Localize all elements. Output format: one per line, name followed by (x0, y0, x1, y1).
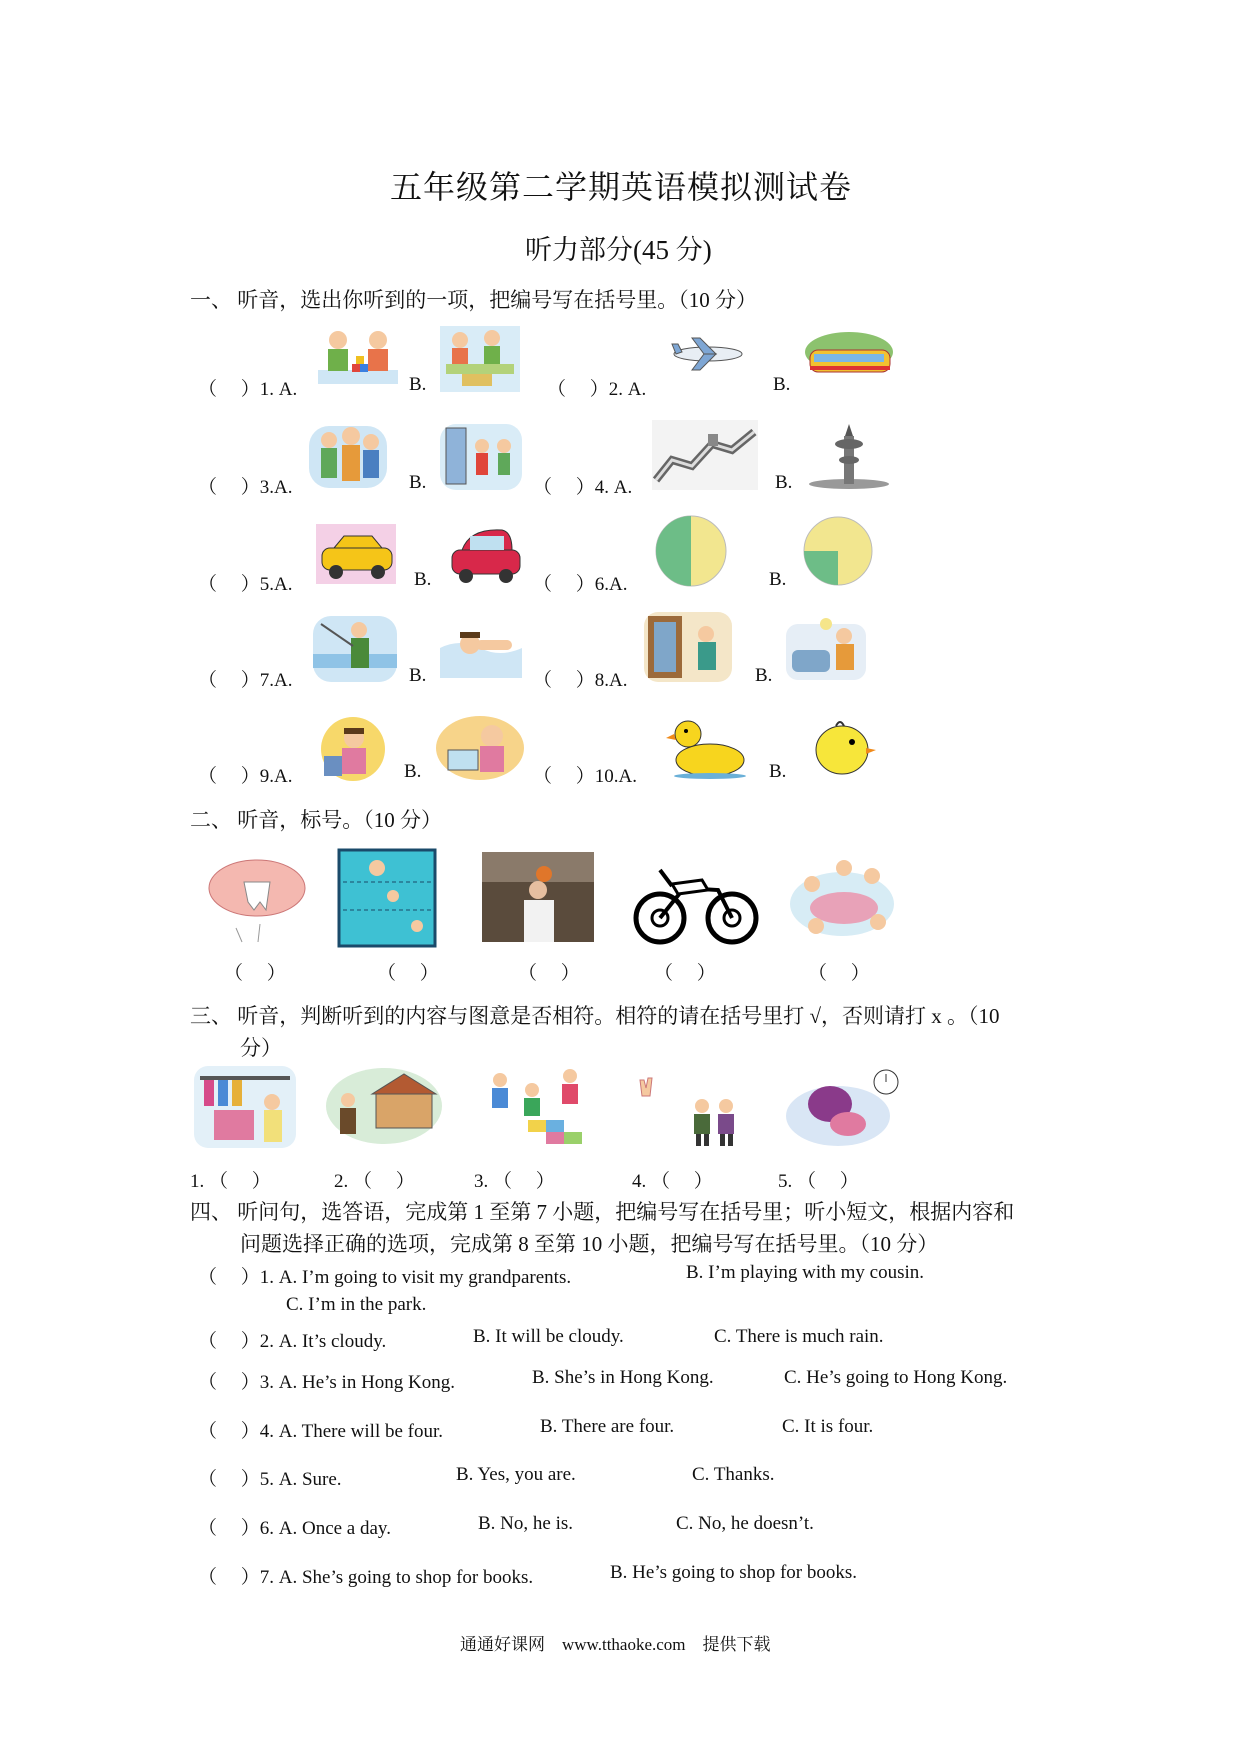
section3-item-5[interactable]: 5. （ ） (778, 1171, 859, 1192)
kids-playing-blocks-picture (316, 326, 401, 388)
duck-picture (666, 714, 750, 780)
q1-b-label: B. (409, 374, 427, 395)
q5-label: （ ）5.A. (198, 574, 293, 595)
question-1: （ ）1. A. I’m going to visit my grandparents. (198, 1267, 572, 1288)
question-4: （ ）4. A. There will be four. (198, 1421, 444, 1442)
section3-item-4[interactable]: 4. （ ） (632, 1171, 713, 1192)
question-5: （ ）5. A. Sure. (198, 1469, 342, 1490)
q3-label: （ ）3.A. (198, 477, 293, 498)
kids-hopscotch-picture (484, 1066, 592, 1152)
taxi-picture (316, 524, 396, 584)
tower-picture (806, 422, 892, 490)
q8-b-label: B. (755, 665, 773, 686)
victory-hand-icon (636, 1074, 658, 1100)
two-boys-picture (686, 1096, 744, 1148)
boy-at-cupboard-picture (644, 612, 732, 682)
section3-item-2[interactable]: 2. （ ） (334, 1171, 415, 1192)
q7-label: （ ）7.A. (198, 670, 293, 691)
family-picture (307, 424, 389, 490)
girl-with-bag-picture (316, 716, 390, 782)
woman-reading-picture (436, 714, 524, 782)
question-6-option-b: B. No, he is. (478, 1513, 573, 1534)
section4-heading-line2: 问题选择正确的选项，完成第 8 至第 10 小题，把编号写在括号里。（10 分） (240, 1232, 939, 1256)
question-2-option-c: C. There is much rain. (714, 1326, 884, 1347)
dinner-table-picture (786, 852, 898, 944)
clothes-shop-picture (194, 1066, 296, 1148)
boy-cleaning-picture (786, 614, 866, 680)
q7-b-label: B. (409, 665, 427, 686)
question-1-option-b: B. I’m playing with my cousin. (686, 1262, 925, 1283)
q10-b-label: B. (769, 761, 787, 782)
page-title: 五年级第二学期英语模拟测试卷 (390, 169, 853, 205)
section2-blank-4[interactable]: （ ） (654, 963, 716, 984)
quarter-circle-picture (800, 514, 876, 588)
question-2-option-b: B. It will be cloudy. (473, 1326, 624, 1347)
dinosaur-clock-picture (786, 1068, 900, 1150)
car-picture (448, 524, 524, 586)
q10-label: （ ）10.A. (533, 766, 637, 787)
kids-at-door-picture (440, 424, 522, 490)
q4-b-label: B. (775, 472, 793, 493)
half-circle-picture (652, 514, 730, 588)
question-6-option-c: C. No, he doesn’t. (676, 1513, 814, 1534)
q5-b-label: B. (414, 569, 432, 590)
question-7-option-b: B. He’s going to shop for books. (610, 1562, 857, 1583)
q2-b-label: B. (773, 374, 791, 395)
section3-heading-line1: 三、 听音，判断听到的内容与图意是否相符。相符的请在括号里打 √，否则请打 x 。（10 (190, 1004, 1000, 1028)
q9-b-label: B. (404, 761, 422, 782)
q2-label: （ ）2. A. (547, 379, 647, 400)
question-4-option-c: C. It is four. (782, 1416, 874, 1437)
q4-label: （ ）4. A. (533, 477, 633, 498)
farmhouse-picture (326, 1066, 442, 1146)
section3-item-1[interactable]: 1. （ ） (190, 1171, 271, 1192)
great-wall-picture (652, 420, 758, 490)
section3-item-3[interactable]: 3. （ ） (474, 1171, 555, 1192)
airplane-picture (670, 336, 746, 372)
q1-label: （ ）1. A. (198, 379, 298, 400)
swimming-boy-picture (440, 618, 522, 678)
section2-blank-5[interactable]: （ ） (808, 963, 870, 984)
q9-label: （ ）9.A. (198, 766, 293, 787)
kids-at-table-picture (440, 326, 520, 392)
q6-b-label: B. (769, 569, 787, 590)
page-subtitle: 听力部分(45 分) (525, 235, 712, 265)
fishing-boy-picture (313, 616, 397, 682)
q8-label: （ ）8.A. (533, 670, 628, 691)
question-7: （ ）7. A. She’s going to shop for books. (198, 1567, 534, 1588)
section2-blank-2[interactable]: （ ） (377, 963, 439, 984)
question-3-option-c: C. He’s going to Hong Kong. (784, 1367, 1008, 1388)
question-3: （ ）3. A. He’s in Hong Kong. (198, 1372, 456, 1393)
question-6: （ ）6. A. Once a day. (198, 1518, 391, 1539)
basketball-picture (482, 852, 594, 942)
chick-picture (806, 716, 878, 780)
section2-blank-3[interactable]: （ ） (518, 963, 580, 984)
question-5-option-b: B. Yes, you are. (456, 1464, 576, 1485)
section2-heading: 二、 听音，标号。（10 分） (190, 808, 442, 832)
q6-label: （ ）6.A. (533, 574, 628, 595)
footer-text: 通通好课网 www.tthaoke.com 提供下载 (460, 1635, 771, 1654)
section1-heading: 一、 听音，选出你听到的一项，把编号写在括号里。（10 分） (190, 288, 757, 312)
swimming-pool-picture (337, 848, 437, 948)
question-2: （ ）2. A. It’s cloudy. (198, 1331, 387, 1352)
question-3-option-b: B. She’s in Hong Kong. (532, 1367, 714, 1388)
section2-blank-1[interactable]: （ ） (224, 963, 286, 984)
question-1-option-c: C. I’m in the park. (286, 1294, 427, 1315)
toothache-picture (208, 858, 306, 948)
motorcycle-picture (632, 850, 760, 948)
section4-heading-line1: 四、 听问句，选答语，完成第 1 至第 7 小题，把编号写在括号里；听小短文，根据内容和 (190, 1200, 1015, 1224)
section3-heading-line2: 分） (240, 1036, 282, 1060)
question-5-option-c: C. Thanks. (692, 1464, 775, 1485)
q3-b-label: B. (409, 472, 427, 493)
question-4-option-b: B. There are four. (540, 1416, 675, 1437)
train-picture (804, 328, 894, 386)
